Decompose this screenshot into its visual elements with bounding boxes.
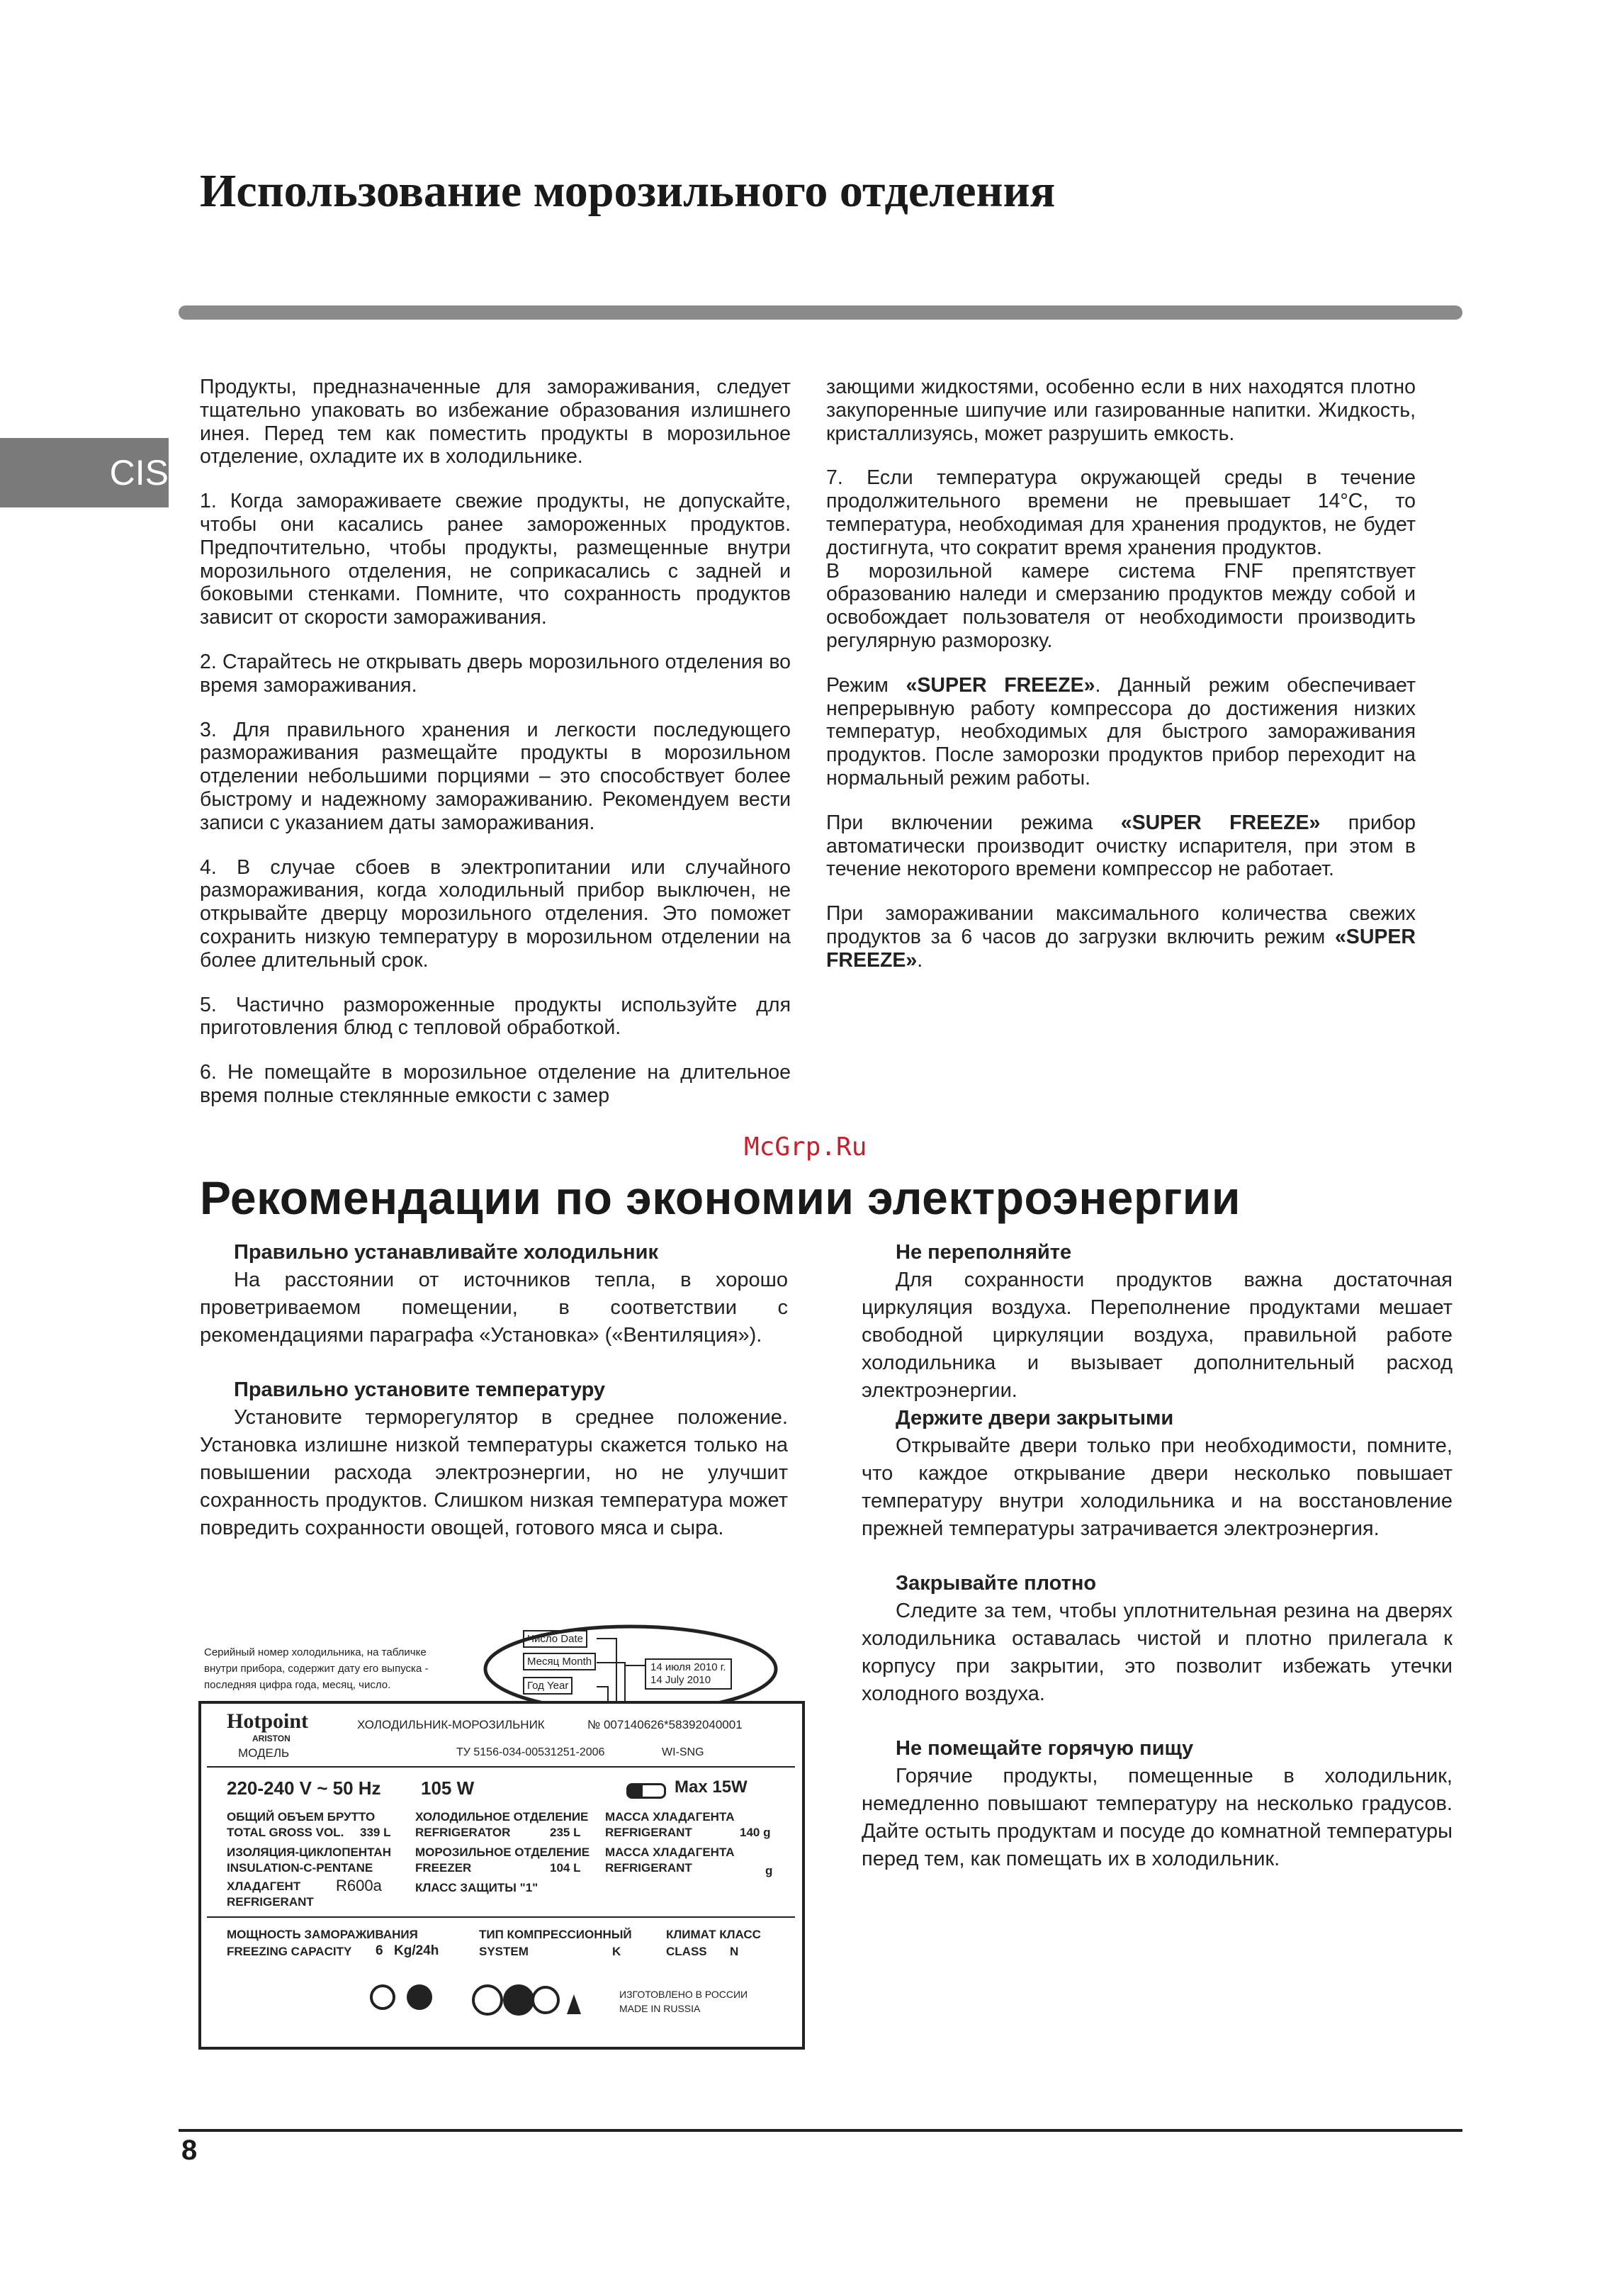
insul-ru: ИЗОЛЯЦИЯ-ЦИКЛОПЕНТАН — [227, 1846, 391, 1859]
gross-ru: ОБЩИЙ ОБЪЕМ БРУТТО — [227, 1810, 376, 1824]
tip-body: Горячие продукты, помещенные в холодильник, немедленно повышают температуру на несколько градусов. Дайте остыть продуктам и посуде до комнатной температуры перед тем, как помещать их в холодильник. — [862, 1765, 1453, 1870]
mass2-en: REFRIGERANT — [605, 1861, 692, 1875]
caption-line: Серийный номер холодильника, на табличке — [204, 1646, 427, 1658]
tip-body: На расстоянии от источников тепла, в хорошо проветриваемом помещении, в соответствии с рекомендациями параграфа «Установка» («Вентиляция»). — [200, 1269, 788, 1347]
freezer-ru: МОРОЗИЛЬНОЕ ОТДЕЛЕНИЕ — [415, 1846, 590, 1859]
fridge-en: REFRIGERATOR — [415, 1826, 511, 1839]
made-en: MADE IN RUSSIA — [619, 2003, 701, 2014]
paragraph: зающими жидкостями, особенно если в них находятся плотно закупоренные шипучие или газированные напитки. Жидкость, кристаллизуясь, может разрушить емкость. — [826, 376, 1416, 445]
text: Режим — [826, 673, 906, 697]
language-tab — [0, 438, 169, 507]
section-title: Рекомендации по экономии электроэнергии — [200, 1172, 1241, 1224]
page-number: 8 — [181, 2135, 198, 2166]
pct-icon — [371, 1986, 558, 2014]
voltage: 220-240 V ~ 50 Hz — [227, 1777, 381, 1799]
paragraph: 2. Старайтесь не открывать дверь морозильного отделения во время замораживания. — [200, 650, 791, 697]
rating-plate — [198, 1701, 805, 2050]
freeze-unit: Kg/24h — [394, 1943, 439, 1958]
paragraph: 6. Не помещайте в морозильное отделение на длительное время полные стеклянные емкости с замер — [200, 1061, 791, 1107]
paragraph: 5. Частично размороженные продукты используйте для приготовления блюд с тепловой обработкой. — [200, 993, 791, 1040]
gross-val: 339 L — [360, 1826, 391, 1839]
paragraph: В морозильной камере система FNF препятствует образованию наледи и смерзанию продуктов между собой и освобождает пользователя от необходимости производить регулярную разморозку. — [826, 559, 1416, 652]
paragraph: 3. Для правильного хранения и легкости последующего размораживания размещайте продукты в морозильном отделении небольшими порциями – это способствует более быстрому и надежному замораживанию. Рекомендуем вести записи с указанием даты замораживания. — [200, 718, 791, 834]
caption-line: внутри прибора, содержит дату его выпуска - — [204, 1663, 429, 1675]
paragraph: 4. В случае сбоев в электропитании или случайного размораживания, когда холодильный прибор выключен, не открывайте дверцу морозильного отделения. Это поможет сохранить низкую температуру в морозильном отделении на более длительный срок. — [200, 855, 791, 972]
paragraph — [826, 902, 1416, 972]
date-box-year: Год Year — [523, 1677, 573, 1695]
brand-sub: ARISTON — [252, 1734, 291, 1743]
text: При замораживании максимального количества свежих продуктов за 6 часов до загрузки включить режим — [826, 902, 1416, 948]
model-label: МОДЕЛЬ — [238, 1746, 290, 1760]
text: При включении режима — [826, 811, 1121, 834]
text: прибор автоматически производит очистку испарителя, при этом в течение некоторого времени компрессор не работает. — [826, 811, 1416, 881]
clim-en: CLASS — [666, 1945, 707, 1958]
footer-rule — [179, 2129, 1462, 2132]
title-rule — [179, 305, 1462, 320]
comp-val: K — [612, 1945, 621, 1958]
certification-icons — [368, 1980, 581, 2023]
mass-val: 140 g — [740, 1826, 771, 1839]
freeze-ru: МОЩНОСТЬ ЗАМОРАЖИВАНИЯ — [227, 1928, 418, 1941]
watermark[interactable]: McGrp.Ru — [744, 1133, 867, 1162]
refr-en: REFRIGERANT — [227, 1895, 314, 1909]
fridge-val: 235 L — [550, 1826, 581, 1839]
label-caption — [204, 1644, 428, 1693]
tip-body: Для сохранности продуктов важна достаточная циркуляция воздуха. Переполнение продуктами мешает свободной циркуляции воздуха, правильной работе холодильника и вызывает дополнительный расход электроэнергии. — [862, 1269, 1453, 1402]
clim-val: N — [730, 1945, 739, 1958]
freeze-en: FREEZING CAPACITY — [227, 1945, 352, 1958]
protection-class: КЛАСС ЗАЩИТЫ "1" — [415, 1881, 538, 1894]
divider — [207, 1766, 795, 1768]
tips-right — [862, 1239, 1453, 1873]
tip-heading: Не переполняйте — [896, 1241, 1072, 1264]
insul-en: INSULATION-C-PENTANE — [227, 1861, 373, 1875]
tip-heading: Закрывайте плотно — [896, 1572, 1097, 1595]
paragraph: Продукты, предназначенные для замораживания, следует тщательно упаковать во избежание образования излишнего инея. Перед тем как поместить продукты в морозильное отделение, охладите их в холодильнике. — [200, 376, 791, 468]
tips-left — [200, 1239, 788, 1542]
rating-label-figure — [198, 1623, 822, 2062]
tip-heading: Не помещайте горячую пищу — [896, 1737, 1194, 1760]
tip-heading: Правильно установите температуру — [234, 1378, 606, 1401]
lamp-max: Max 15W — [675, 1777, 748, 1797]
tip-body: Установите терморегулятор в среднее положение. Установка излишне низкой температуры скажется только на повышении расхода электроэнергии, но не улучшит сохранность продуктов. Слишком низкая температура может повредить сохранности овощей, готового мяса и сыра. — [200, 1406, 788, 1539]
mass-en: REFRIGERANT — [605, 1826, 692, 1839]
clim-ru: КЛИМАТ КЛАСС — [666, 1928, 761, 1941]
comp-en: SYSTEM — [479, 1945, 529, 1958]
caption-line: последняя цифра года, месяц, число. — [204, 1679, 391, 1691]
fridge-ru: ХОЛОДИЛЬНОЕ ОТДЕЛЕНИЕ — [415, 1810, 589, 1824]
freezer-val: 104 L — [550, 1861, 581, 1875]
product-name: ХОЛОДИЛЬНИК-МОРОЗИЛЬНИК — [357, 1718, 545, 1731]
mass2-ru: МАССА ХЛАДАГЕНТА — [605, 1846, 735, 1859]
tip-body: Следите за тем, чтобы уплотнительная резина на дверях холодильника оставалась чистой и плотно прилегала к корпусу при закрытии, это позволит избежать утечки холодного воздуха. — [862, 1600, 1453, 1705]
date-example-en: 14 July 2010 — [650, 1674, 711, 1686]
paragraph — [826, 674, 1416, 790]
paragraph — [826, 811, 1416, 881]
mode-name: «SUPER FREEZE» — [826, 925, 1416, 972]
sng-code: WI-SNG — [662, 1746, 704, 1758]
divider — [207, 1916, 795, 1918]
brand-logo: Hotpoint — [227, 1709, 309, 1733]
right-column — [826, 376, 1416, 994]
lamp-icon — [626, 1783, 666, 1799]
comp-ru: ТИП КОМПРЕССИОННЫЙ — [479, 1928, 632, 1941]
left-column — [200, 376, 791, 1129]
power: 105 W — [421, 1777, 475, 1799]
serial-number: № 007140626*58392040001 — [587, 1718, 743, 1731]
made-in — [619, 1987, 748, 2016]
date-example-ru: 14 июля 2010 г. — [650, 1661, 726, 1673]
freeze-val: 6 — [376, 1943, 383, 1958]
tip-body: Открывайте двери только при необходимости, помните, что каждое открывание двери несколько повышает температуру внутри холодильника и на восстановление прежней температуры затрачивается электроэнергия. — [862, 1434, 1453, 1540]
date-box-day: Число Date — [523, 1630, 587, 1648]
date-box-month: Месяц Month — [523, 1653, 596, 1670]
gross-en: TOTAL GROSS VOL. — [227, 1826, 344, 1839]
paragraph: 7. Если температура окружающей среды в течение продолжительного времени не превышает 14°С, то температура, необходимая для хранения продуктов, не будет достигнута, что сократит время хранения продуктов. — [826, 466, 1416, 559]
text: . — [917, 948, 923, 972]
refr-val: R600a — [336, 1877, 382, 1894]
mode-name: «SUPER FREEZE» — [906, 673, 1095, 697]
paragraph: 1. Когда замораживаете свежие продукты, не допускайте, чтобы они касались ранее замороженных продуктов. Предпочтительно, чтобы продукты, размещенные внутри морозильного отделения, не соприкасались с задней и боковыми стенками. Помните, что сохранность продуктов зависит от скорости замораживания. — [200, 490, 791, 629]
tip-heading: Правильно устанавливайте холодильник — [234, 1241, 658, 1264]
page-title: Использование морозильного отделения — [200, 165, 1056, 217]
mode-name: «SUPER FREEZE» — [1120, 811, 1321, 834]
refr-ru: ХЛАДАГЕНТ — [227, 1880, 301, 1893]
made-ru: ИЗГОТОВЛЕНО В РОССИИ — [619, 1989, 748, 2000]
language-tab-label: CIS — [109, 453, 169, 493]
mass2-val: g — [765, 1864, 773, 1877]
freezer-en: FREEZER — [415, 1861, 472, 1875]
tu-code: ТУ 5156-034-00531251-2006 — [456, 1746, 605, 1758]
date-example — [645, 1658, 732, 1690]
tip-heading: Держите двери закрытыми — [896, 1407, 1174, 1429]
text: . Данный режим обеспечивает непрерывную работу компрессора до достижения низких температур, необходимых для быстрого замораживания продуктов. После заморозки продуктов прибор переходит на нормальный режим работы. — [826, 673, 1416, 790]
mass-ru: МАССА ХЛАДАГЕНТА — [605, 1810, 735, 1824]
